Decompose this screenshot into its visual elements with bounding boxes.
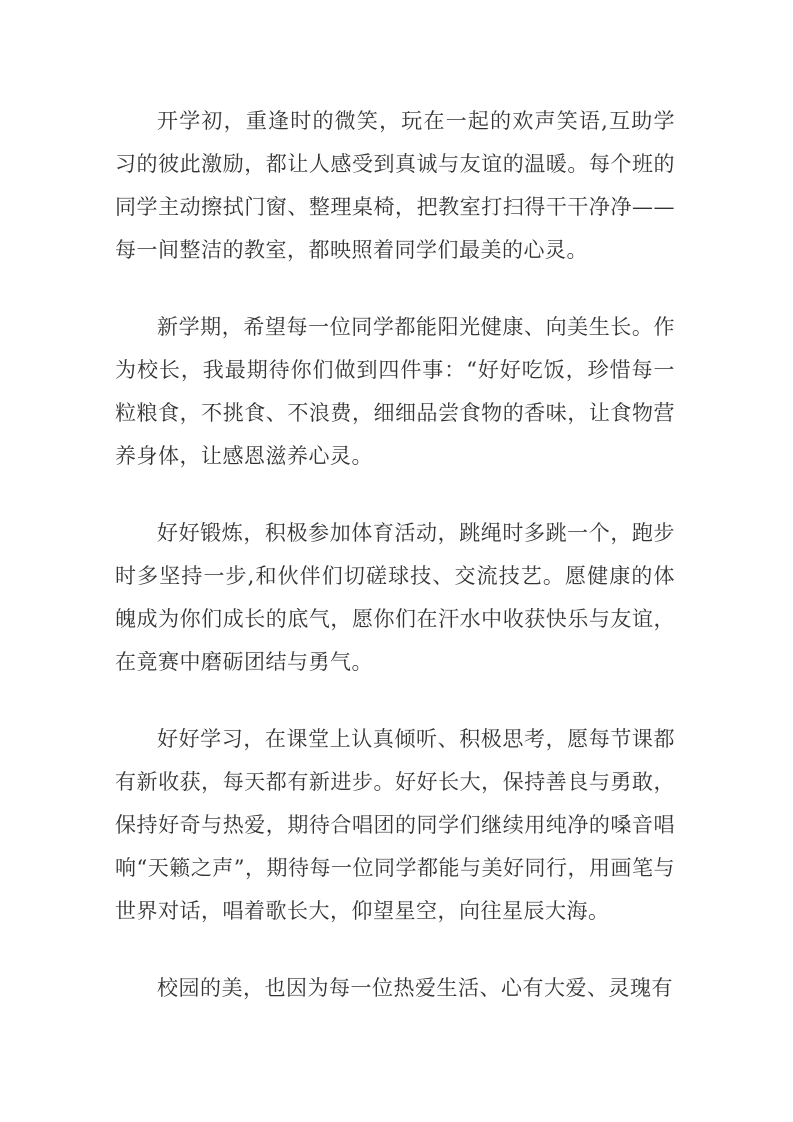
paragraph-5: 校园的美，也因为每一位热爱生活、心有大爱、灵瑰有 xyxy=(157,976,673,1000)
paragraph-3: 好好锻炼，积极参加体育活动，跳绳时多跳一个，跑步时多坚持一步,和伙伴们切磋球技、交流技艺。愿健康的体魄成为你们成长的底气，愿你们在汗水中收获快乐与友谊，在竟赛中磨砺团结与勇气。 xyxy=(115,521,675,674)
paragraph-1: 开学初，重逢时的微笑，玩在一起的欢声笑语,互助学习的彼此激励，都让人感受到真诚与友谊的温暖。每个班的同学主动擦拭门窗、整理桌椅，把教室打扫得干干净净——每一间整洁的教室，都映照着同学们最美的心灵。 xyxy=(115,109,675,262)
paragraph-4: 好好学习，在课堂上认真倾听、积极思考，愿每节课都有新收获，每天都有新进步。好好长大，保持善良与勇敢，保持好奇与热爱，期待合唱团的同学们继续用纯净的嗓音唱响“天籁之声”，期待每一位同学都能与美好同行，用画笔与世界对话，唱着歌长大，仰望星空，向往星辰大海。 xyxy=(115,727,675,923)
document-text-body xyxy=(115,100,675,1010)
paragraph-2: 新学期，希望每一位同学都能阳光健康、向美生长。作为校长，我最期待你们做到四件事：“好好吃饭，珍惜每一粒粮食，不挑食、不浪费，细细品尝食物的香味，让食物营养身体，让感恩滋养心灵。 xyxy=(115,315,675,468)
